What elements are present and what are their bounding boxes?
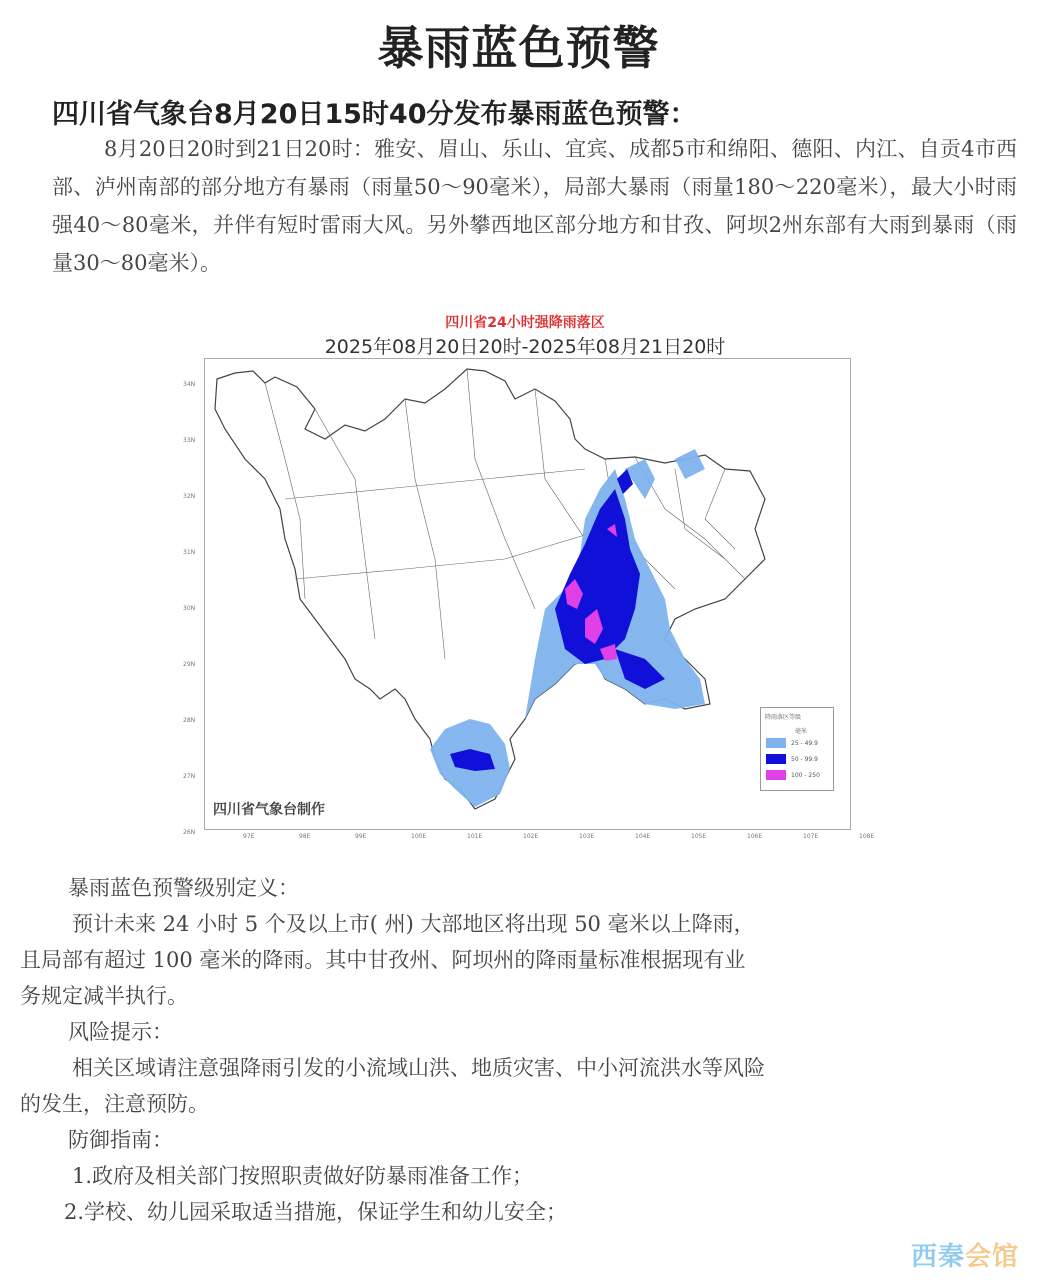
lat-tick-label: 34N xyxy=(183,381,196,388)
lon-tick-label: 97E xyxy=(243,833,255,840)
map-period: 2025年08月20日20时-2025年08月21日20时 xyxy=(324,336,726,358)
lon-tick-label: 104E xyxy=(635,833,651,840)
lon-tick-label: 106E xyxy=(747,833,763,840)
lon-tick-label: 101E xyxy=(467,833,483,840)
lat-tick-label: 33N xyxy=(183,437,196,444)
forecast-paragraph xyxy=(52,130,1017,282)
forecast-text: 8月20日20时到21日20时：雅安、眉山、乐山、宜宾、成都5市和绵阳、德阳、内江、自贡4市西部、泸州南部的部分地方有暴雨（雨量50～90毫米），局部大暴雨（雨量180～220毫米），最大小时雨强40～80毫米，并伴有短时雷雨大风。另外攀西地区部分地方和甘孜、阿坝2州东部有大雨到暴雨（雨量30～80毫米）。 xyxy=(52,137,1017,275)
legend-swatch xyxy=(766,738,786,748)
lon-tick-label: 99E xyxy=(355,833,367,840)
legend-item: 100 - 250 xyxy=(766,770,820,780)
lon-tick-label: 107E xyxy=(803,833,819,840)
lat-tick-label: 30N xyxy=(183,605,196,612)
legend-unit: 毫米 xyxy=(795,728,808,735)
lon-tick-label: 105E xyxy=(691,833,707,840)
map-frame xyxy=(183,358,875,840)
definition-heading: 暴雨蓝色预警级别定义： xyxy=(68,876,299,900)
lat-tick-label: 26N xyxy=(183,829,196,836)
map-credit: 四川省气象台制作 xyxy=(213,802,325,818)
legend-swatch xyxy=(766,754,786,764)
defense-item: 2.学校、幼儿园采取适当措施，保证学生和幼儿安全； xyxy=(64,1200,568,1224)
risk-heading: 风险提示： xyxy=(68,1020,173,1044)
definition-line: 务规定减半执行。 xyxy=(20,984,188,1008)
sichuan-map xyxy=(205,359,850,829)
lat-tick-label: 31N xyxy=(183,549,196,556)
lon-tick-label: 103E xyxy=(579,833,595,840)
lat-tick-label: 29N xyxy=(183,661,196,668)
rainfall-map-figure xyxy=(183,308,875,840)
lon-tick-label: 102E xyxy=(523,833,539,840)
lat-tick-label: 32N xyxy=(183,493,196,500)
defense-heading: 防御指南： xyxy=(68,1128,173,1152)
lon-tick-label: 108E xyxy=(859,833,875,840)
watermark-logo: 西秦会馆 xyxy=(910,1242,1019,1272)
defense-item: 1.政府及相关部门按照职责做好防暴雨准备工作； xyxy=(72,1164,534,1188)
lon-tick-label: 98E xyxy=(299,833,311,840)
legend-title: 降雨落区等级 xyxy=(765,714,802,721)
lon-tick-label: 100E xyxy=(411,833,427,840)
definition-line: 预计未来 24 小时 5 个及以上市( 州) 大部地区将出现 50 毫米以上降雨， xyxy=(72,912,755,936)
lat-tick-label: 28N xyxy=(183,717,196,724)
legend-swatch xyxy=(766,770,786,780)
lat-tick-label: 27N xyxy=(183,773,196,780)
warning-issuer-heading: 四川省气象台8月20日15时40分发布暴雨蓝色预警： xyxy=(52,99,697,130)
risk-line: 相关区域请注意强降雨引发的小流域山洪、地质灾害、中小河流洪水等风险 xyxy=(72,1056,765,1080)
legend-item: 50 - 99.9 xyxy=(766,754,818,764)
page-title: 暴雨蓝色预警 xyxy=(377,21,660,75)
map-legend xyxy=(760,707,834,791)
map-title: 四川省24小时强降雨落区 xyxy=(445,315,605,331)
definition-line: 且局部有超过 100 毫米的降雨。其中甘孜州、阿坝州的降雨量标准根据现有业 xyxy=(20,948,746,972)
legend-item: 25 - 49.9 xyxy=(766,738,818,748)
risk-line: 的发生，注意预防。 xyxy=(20,1092,209,1116)
